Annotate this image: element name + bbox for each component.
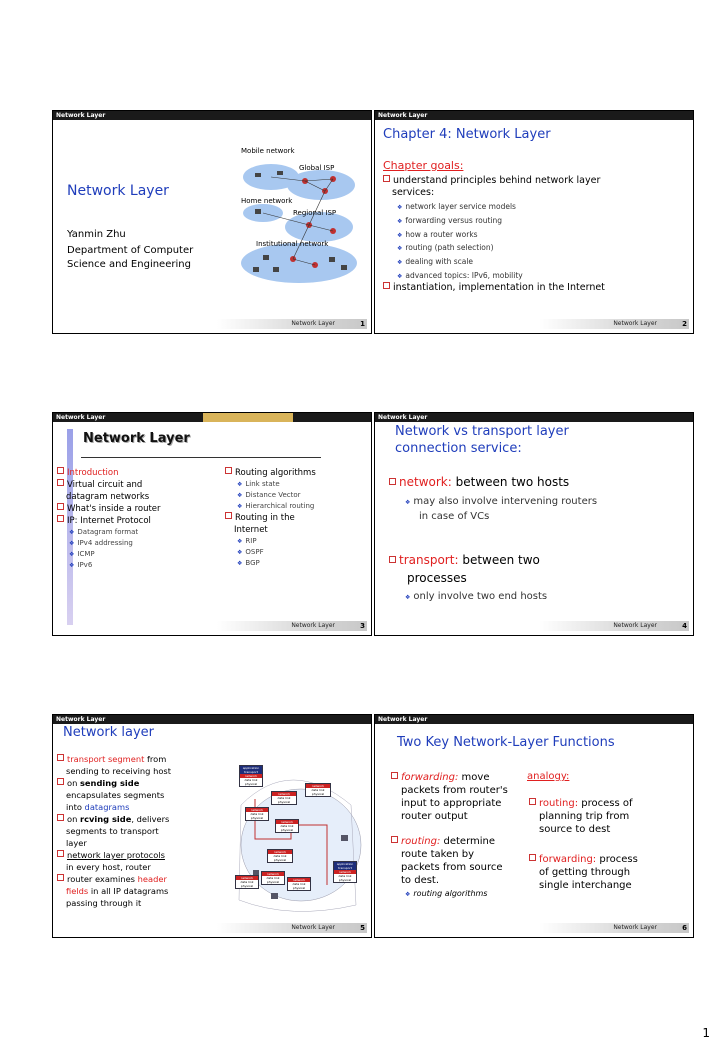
author: Yanmin Zhu	[67, 229, 126, 240]
outline-item-intro: Introduction	[57, 467, 161, 479]
slide-footer: Network Layer 1	[217, 319, 367, 329]
list-item: ❖ how a router works	[397, 229, 478, 239]
outline-item-vc: Virtual circuit and	[57, 479, 161, 491]
page-number: 1	[702, 1026, 710, 1040]
goal-bullet-2: instantiation, implementation in the Internet	[383, 282, 605, 293]
outline-item-internet: Routing in the	[225, 512, 316, 524]
label-global-isp: Global ISP	[299, 164, 335, 172]
slide-5	[52, 714, 372, 938]
slide-1	[52, 110, 372, 334]
router-stack: network data link physical	[261, 871, 285, 885]
slide-6	[374, 714, 694, 938]
router-stack: network data link physical	[275, 819, 299, 833]
bullet-3: on rcving side, delivers	[57, 813, 233, 825]
forwarding-bullet: forwarding: move packets from router's input to appropriate router output	[391, 771, 531, 823]
analogy-heading: analogy:	[527, 771, 570, 782]
router-stack: network data link physical	[235, 875, 259, 889]
label-mobile-network: Mobile network	[241, 147, 295, 155]
slide-title: Network Layer	[67, 183, 169, 199]
transport-bullet: transport: between two processes	[389, 551, 540, 587]
bullet-1: transport segment from	[57, 753, 233, 765]
bullet-2: on sending side	[57, 777, 233, 789]
outline-item-routing: Routing algorithms	[225, 467, 316, 479]
outline-left: Introduction Virtual circuit and datagram networks What's inside a router IP: Internet Protocol ❖ Datagram format ❖ IPv4 addressing ❖ ICMP ❖ IPv6	[57, 467, 161, 571]
network-sub: ❖ may also involve intervening routers in case of VCs	[405, 496, 598, 522]
slide-footer: Network Layer 2	[539, 319, 689, 329]
outline-right: Routing algorithms ❖ Link state ❖ Distance Vector ❖ Hierarchical routing Routing in the Internet ❖ RIP ❖ OSPF ❖ BGP	[225, 467, 316, 569]
goals-heading: Chapter goals:	[383, 159, 464, 172]
slide-header: Network Layer	[375, 111, 693, 120]
bullet-4: network layer protocols	[57, 849, 233, 861]
intro-tab: Introduction	[203, 413, 293, 422]
host-stack-dest: application transport network data link physical	[333, 861, 357, 883]
title-rule	[81, 457, 321, 458]
slide-2	[374, 110, 694, 334]
network-bullet: network: between two hosts	[389, 475, 569, 489]
router-stack: network data link physical	[305, 783, 331, 797]
bullets: transport segment from sending to receiving host on sending side encapsulates segments into datagrams on rcving side, delivers segments to transport layer network layer protocols in every host, router router examines header fields in all IP datagrams passing through it	[57, 753, 233, 909]
goal-subitems	[397, 201, 523, 284]
slide-header: Network Layer	[53, 111, 371, 120]
list-item: ❖ network layer service models	[397, 202, 516, 211]
slide-title: Two Key Network-Layer Functions	[397, 735, 615, 750]
analogy-forwarding: forwarding: process of getting through single interchange	[529, 853, 638, 892]
slide-header: Network Layer Introduction	[53, 413, 371, 422]
slide-3	[52, 412, 372, 636]
slide-footer: Network Layer 4	[539, 621, 689, 631]
goal-bullet-1: understand principles behind network layer services:	[383, 175, 600, 199]
slide-header: Network Layer	[375, 715, 693, 724]
router-stack: network data link physical	[267, 849, 293, 863]
routing-bullet: routing: determine route taken by packets from source to dest. ❖ routing algorithms	[391, 835, 531, 901]
label-institutional-network: Institutional network	[256, 240, 329, 248]
global-isp-cloud	[287, 170, 355, 200]
institutional-cloud	[241, 243, 357, 283]
router-stack: network data link physical	[271, 791, 297, 805]
slide-title: Chapter 4: Network Layer	[383, 127, 551, 142]
transport-sub: ❖ only involve two end hosts	[405, 591, 548, 602]
slide-title: Network layer	[63, 725, 155, 740]
list-item: ❖ advanced topics: IPv6, mobility	[397, 270, 523, 280]
slide-title: Network Layer	[83, 431, 190, 446]
list-item: ❖ dealing with scale	[397, 257, 474, 267]
outline-item-ip: IP: Internet Protocol	[57, 515, 161, 527]
list-item: ❖ routing (path selection)	[397, 243, 494, 253]
dept-line-2: Science and Engineering	[67, 259, 191, 270]
slide-header: Network Layer	[53, 715, 371, 724]
router-stack: network data link physical	[287, 877, 311, 891]
slide-footer: Network Layer 5	[217, 923, 367, 933]
dept-line-1: Department of Computer	[67, 245, 194, 256]
slide-footer: Network Layer 6	[539, 923, 689, 933]
analogy-routing: routing: process of planning trip from source to dest	[529, 797, 633, 836]
bullet-5: router examines header	[57, 873, 233, 885]
outline-item-router: What's inside a router	[57, 503, 161, 515]
slide-4	[374, 412, 694, 636]
label-regional-isp: Regional ISP	[293, 209, 337, 217]
host-stack-source: application transport network data link physical	[239, 765, 263, 787]
list-item: ❖ forwarding versus routing	[397, 215, 503, 225]
label-home-network: Home network	[241, 197, 293, 205]
slide-title: Network vs transport layer connection service:	[395, 424, 569, 456]
network-layer-diagram	[231, 765, 363, 915]
slide-footer: Network Layer 3	[217, 621, 367, 631]
router-stack: network data link physical	[245, 807, 269, 821]
slide-header: Network Layer	[375, 413, 693, 422]
